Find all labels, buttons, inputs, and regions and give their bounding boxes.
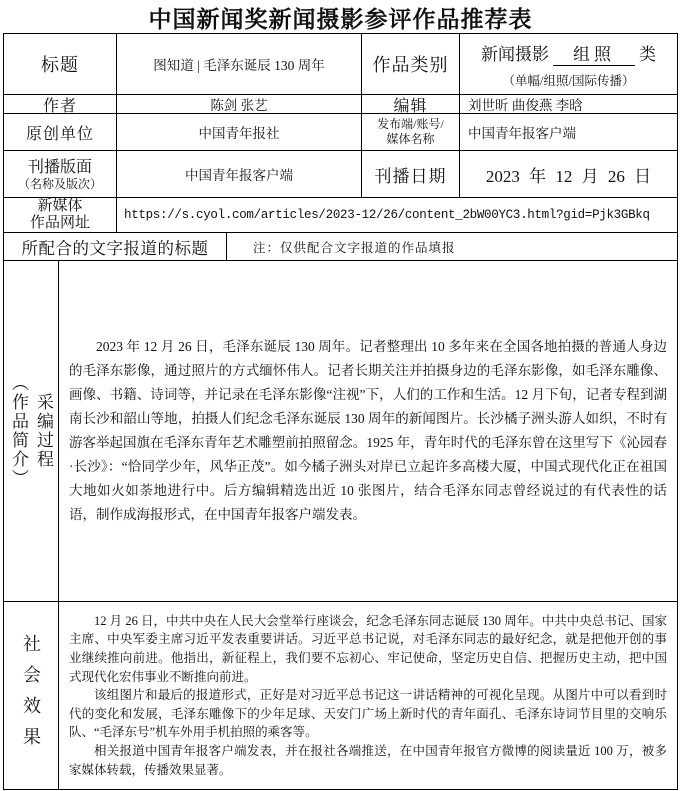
effect-text-cell <box>59 602 677 789</box>
origin-unit-label: 原创单位 <box>4 114 117 150</box>
row-page-date <box>4 151 677 198</box>
row-effect <box>4 602 677 789</box>
effect-vertical-label: 社会效果 <box>21 633 41 758</box>
origin-unit-value: 中国青年报社 <box>117 114 362 150</box>
category-options-note: （单幅/组照/国际传播） <box>502 73 635 88</box>
process-paragraph: 2023 年 12 月 26 日，毛泽东诞辰 130 周年。记者整理出 10 多年来在全国各地拍摄的普通人身边的毛泽东影像，通过照片的方式缅怀伟人。记者长期关注并拍摄身边的毛泽东影像，如毛泽东雕像、画像、书籍、诗词等，并记录在毛泽东影像“注视”下，人们的工作和生活。12 月下旬，记者专程到湖南长沙和韶山等地，拍摄人们纪念毛泽东诞辰 130 周年的新闻图片。长沙橘子洲头游人如织，不时有游客举起国旗在毛泽东青年艺术雕塑前拍照留念。1925 年，青年时代的毛泽东曾在这里写下《沁园春·长沙》：“恰同学少年，风华正茂”。如今橘子洲头对岸已立起许多高楼大厦，中国式现代化正在祖国大地如火如荼地进行中。后方编辑精选出近 10 张图片，结合毛泽东同志曾经说过的有代表性的话语，制作成海报形式，在中国青年报客户端发表。 <box>69 339 667 522</box>
publish-channel-label-line1: 发布端/账号/ <box>377 117 444 131</box>
effect-paragraph-2: 该组图片和最后的报道形式，正好是对习近平总书记这一讲话精神的可视化呈现。从图片中可以看到时代的变化和发展，毛泽东雕像下的少年足球、天安门广场上新时代的青年面孔、毛泽东诗词节目里的交响乐队、“毛泽东号”机车外用手机拍照的乘客等。 <box>69 688 667 740</box>
publish-page-value: 中国青年报客户端 <box>117 151 362 197</box>
author-value: 陈剑 张艺 <box>117 95 362 113</box>
related-title-note: 注：仅供配合文字报道的作品填报 <box>253 240 456 255</box>
category-prefix: 新闻摄影 <box>481 44 549 64</box>
publish-channel-label-line2: 媒体名称 <box>386 132 435 146</box>
editor-value: 刘世昕 曲俊燕 李晗 <box>468 98 583 113</box>
url-value: https://s.cyol.com/articles/2023-12/26/content_2bW00YC3.html?gid=Pjk3GBkq <box>124 208 650 222</box>
url-label <box>4 198 117 232</box>
editor-label: 编辑 <box>362 95 460 113</box>
category-line <box>481 40 656 66</box>
title-value: 图知道 | 毛泽东诞辰 130 周年 <box>117 34 362 94</box>
row-process <box>4 261 677 602</box>
process-vertical-label <box>6 374 56 488</box>
process-label-right-column: 采编过程 <box>34 393 53 469</box>
process-text-cell <box>59 261 677 601</box>
url-label-line2: 作品网址 <box>29 215 90 231</box>
category-value-cell <box>460 34 677 94</box>
row-author-editor <box>4 95 677 114</box>
publish-page-label-line1: 刊播版面 <box>27 158 92 176</box>
page-title: 中国新闻奖新闻摄影参评作品推荐表 <box>148 6 533 32</box>
process-label-cell <box>4 261 59 601</box>
url-label-line1: 新媒体 <box>37 198 83 214</box>
row-related-title <box>4 233 677 261</box>
publish-date-label: 刊播日期 <box>362 151 460 197</box>
publish-page-label <box>4 151 117 197</box>
effect-label-cell <box>4 602 59 789</box>
process-label-left-column: （作品简介） <box>9 374 28 488</box>
title-label: 标题 <box>4 34 117 94</box>
publish-date-value: 2023 年 12 月 26 日 <box>485 166 652 186</box>
publish-channel-value: 中国青年报客户端 <box>468 126 576 141</box>
effect-paragraph-1: 12 月 26 日，中共中央在人民大会堂举行座谈会，纪念毛泽东同志诞辰 130 周年。中共中央总书记、国家主席、中央军委主席习近平发表重要讲话。习近平总书记说，对毛泽东同志的最好纪念，就是把他开创的事业继续推向前进。他指出，新征程上，我们要不忘初心、牢记使命，坚定历史自信、把握历史主动，把中国式现代化宏伟事业不断推向前进。 <box>69 613 667 684</box>
category-selected: 组照 <box>553 40 635 66</box>
related-title-label: 所配合的文字报道的标题 <box>4 233 227 260</box>
row-origin-channel <box>4 114 677 151</box>
publish-channel-label <box>362 114 460 150</box>
author-label: 作者 <box>4 95 117 113</box>
row-title-category <box>4 34 677 95</box>
form-table <box>3 33 678 790</box>
publish-page-label-line2: （名称及版次） <box>17 176 102 191</box>
category-suffix: 类 <box>639 44 656 64</box>
row-url <box>4 198 677 233</box>
category-label: 作品类别 <box>362 34 460 94</box>
effect-paragraph-3: 相关报道中国青年报客户端发表，并在报社各端推送，在中国青年报官方微博的阅读量近 100 万，被多家媒体转载，传播效果显著。 <box>69 743 667 777</box>
